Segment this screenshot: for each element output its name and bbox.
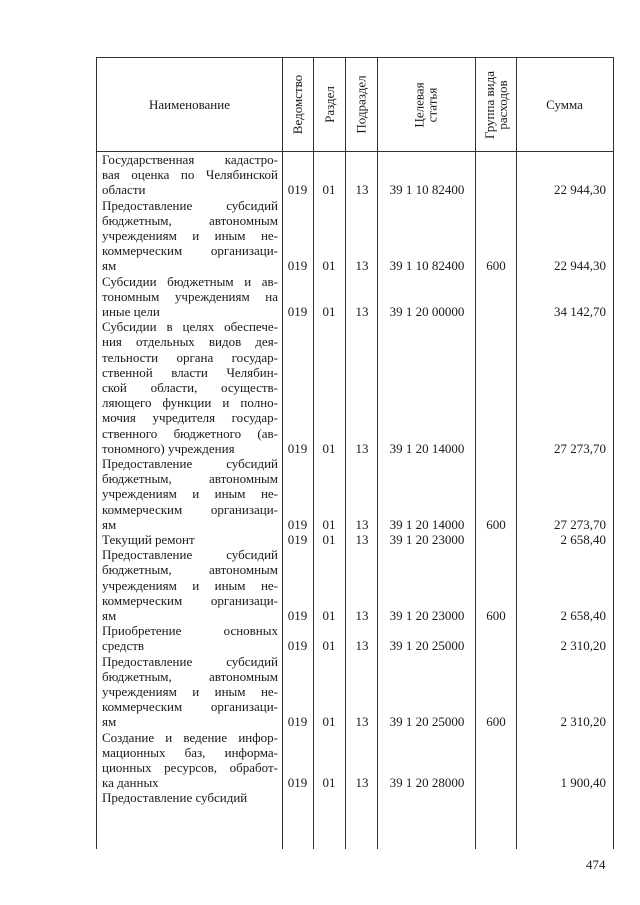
header-podrazdel-label: Подраздел [353, 75, 369, 134]
row-name-line: вая оценка по Челябинской [102, 167, 278, 183]
row-name-line: Приобретение основных [102, 623, 278, 639]
table-row [97, 623, 613, 653]
row-summa: 1 900,40 [560, 775, 606, 791]
header-vedomstvo-label: Ведомство [290, 74, 305, 135]
row-celevaya: 39 1 20 28000 [389, 775, 465, 791]
row-name-line: коммерческим организаци- [102, 501, 278, 517]
row-name-line: ям [102, 516, 117, 532]
row-gruppa: 600 [486, 258, 506, 274]
row-summa: 22 944,30 [554, 258, 606, 274]
row-summa: 34 142,70 [554, 303, 606, 319]
row-name-line: тономного) учреждения [102, 440, 235, 456]
row-name-line: ям [102, 607, 117, 623]
table-row [97, 198, 613, 274]
header-name-label: Наименование [149, 96, 230, 112]
table-row [97, 152, 613, 198]
row-podrazdel: 13 [355, 607, 369, 623]
row-name [102, 274, 278, 320]
row-name-line: ям [102, 258, 117, 274]
table-row [97, 274, 613, 320]
row-name-line: бюджетным, автономным [102, 471, 278, 487]
row-vedomstvo: 019 [287, 532, 308, 547]
row-summa: 2 658,40 [560, 532, 606, 547]
row-summa: 27 273,70 [554, 516, 606, 532]
table-row [97, 730, 613, 791]
row-name-line: мочия учредителя государ- [102, 410, 278, 426]
row-vedomstvo: 019 [287, 258, 308, 274]
header-gruppa [475, 58, 516, 151]
row-name-line: Предоставление субсидий [102, 790, 248, 806]
row-name-line: ционных ресурсов, обработ- [102, 759, 278, 775]
row-podrazdel: 13 [355, 258, 369, 274]
row-podrazdel: 13 [355, 714, 369, 730]
row-name-line: ния отдельных видов дея- [102, 334, 278, 350]
row-name-line: бюджетным, автономным [102, 562, 278, 578]
row-name-line: учреждениям и иным не- [102, 486, 278, 502]
row-name [102, 547, 278, 623]
row-name-line: Предоставление субсидий [102, 547, 278, 563]
row-name-line: ям [102, 714, 117, 730]
row-name-line: Субсидии бюджетным и ав- [102, 273, 278, 289]
row-razdel: 01 [322, 303, 336, 319]
row-celevaya: 39 1 10 82400 [389, 258, 465, 274]
row-celevaya: 39 1 20 23000 [389, 607, 465, 623]
header-summa [516, 58, 613, 151]
row-summa: 22 944,30 [554, 182, 606, 198]
header-razdel-label: Раздел [321, 86, 337, 123]
table-row [97, 319, 613, 456]
row-summa: 2 658,40 [560, 607, 606, 623]
table-row [97, 654, 613, 730]
header-celevaya-line2: статья [424, 87, 440, 122]
row-name [102, 319, 278, 456]
row-razdel: 01 [322, 714, 336, 730]
row-name [102, 532, 278, 547]
row-name-line: бюджетным, автономным [102, 668, 278, 684]
row-name-line: Субсидии в целях обеспече- [102, 319, 278, 335]
row-name-line: бюджетным, автономным [102, 212, 278, 228]
row-name-line: тельности органа государ- [102, 349, 278, 365]
header-gruppa-line1: Группа вида [481, 70, 497, 139]
table-row [97, 456, 613, 532]
row-name-line: Предоставление субсидий [102, 456, 278, 471]
header-gruppa-line2: расходов [494, 79, 510, 130]
row-name-line: коммерческим организаци- [102, 243, 278, 259]
row-name-line: коммерческим организаци- [102, 592, 278, 608]
row-razdel: 01 [322, 258, 336, 274]
row-celevaya: 39 1 20 25000 [389, 714, 465, 730]
row-celevaya: 39 1 20 14000 [389, 440, 465, 456]
row-celevaya: 39 1 20 00000 [389, 303, 465, 319]
header-vedomstvo [282, 58, 313, 151]
row-podrazdel: 13 [355, 303, 369, 319]
row-name-line: Предоставление субсидий [102, 653, 278, 669]
header-celevaya [377, 58, 475, 151]
row-razdel: 01 [322, 182, 336, 198]
row-name [102, 456, 278, 532]
row-vedomstvo: 019 [287, 714, 308, 730]
row-name-line: Создание и ведение инфор- [102, 729, 278, 745]
row-name [102, 152, 278, 198]
header-name [97, 58, 282, 151]
table-row [97, 547, 613, 623]
row-gruppa: 600 [486, 607, 506, 623]
row-name-line: иные цели [102, 303, 160, 319]
row-razdel: 01 [322, 638, 336, 654]
row-name-line: Предоставление субсидий [102, 197, 278, 213]
row-vedomstvo: 019 [287, 516, 308, 532]
table-header [97, 58, 613, 152]
row-name-line: тономным учреждениям на [102, 288, 278, 304]
row-vedomstvo: 019 [287, 182, 308, 198]
row-podrazdel: 13 [355, 516, 369, 532]
row-name-line: Государственная кадастро- [102, 152, 278, 167]
row-razdel: 01 [322, 775, 336, 791]
row-name-line: ской области, осуществ- [102, 379, 278, 395]
row-name-line: ка данных [102, 775, 159, 791]
row-name [102, 730, 278, 791]
header-podrazdel [345, 58, 377, 151]
row-vedomstvo: 019 [287, 638, 308, 654]
row-summa: 27 273,70 [554, 440, 606, 456]
row-name-line: ственного бюджетного (ав- [102, 425, 278, 441]
row-celevaya: 39 1 20 14000 [389, 516, 465, 532]
header-celevaya-label [413, 82, 439, 127]
row-podrazdel: 13 [355, 440, 369, 456]
row-summa: 2 310,20 [560, 638, 606, 654]
page-number: 474 [586, 857, 606, 872]
row-vedomstvo: 019 [287, 303, 308, 319]
row-razdel: 01 [322, 607, 336, 623]
row-name-line: мационных баз, информа- [102, 744, 278, 760]
row-name-line: учреждениям и иным не- [102, 227, 278, 243]
row-name [102, 623, 278, 653]
table-row [97, 532, 613, 547]
header-razdel [313, 58, 345, 151]
row-name-line: коммерческим организаци- [102, 699, 278, 715]
row-name [102, 654, 278, 730]
row-razdel: 01 [322, 516, 336, 532]
budget-table [96, 57, 614, 849]
row-celevaya: 39 1 10 82400 [389, 182, 465, 198]
row-vedomstvo: 019 [287, 440, 308, 456]
row-podrazdel: 13 [355, 775, 369, 791]
header-gruppa-label [483, 71, 509, 139]
row-summa: 2 310,20 [560, 714, 606, 730]
row-name [102, 790, 278, 805]
row-celevaya: 39 1 20 25000 [389, 638, 465, 654]
row-vedomstvo: 019 [287, 775, 308, 791]
row-podrazdel: 13 [355, 182, 369, 198]
row-name [102, 198, 278, 274]
row-razdel: 01 [322, 440, 336, 456]
row-podrazdel: 13 [355, 532, 369, 547]
row-name-line: ляющего функции и полно- [102, 395, 278, 411]
row-name-line: Текущий ремонт [102, 532, 195, 547]
header-summa-label: Сумма [546, 96, 583, 112]
row-celevaya: 39 1 20 23000 [389, 532, 465, 547]
row-gruppa: 600 [486, 516, 506, 532]
row-name-line: учреждениям и иным не- [102, 577, 278, 593]
row-gruppa: 600 [486, 714, 506, 730]
row-name-line: средств [102, 638, 145, 654]
row-vedomstvo: 019 [287, 607, 308, 623]
row-name-line: учреждениям и иным не- [102, 683, 278, 699]
row-podrazdel: 13 [355, 638, 369, 654]
row-name-line: ственной власти Челябин- [102, 364, 278, 380]
header-celevaya-line1: Целевая [411, 81, 427, 128]
table-row [97, 790, 613, 805]
row-name-line: области [102, 182, 146, 198]
row-razdel: 01 [322, 532, 336, 547]
